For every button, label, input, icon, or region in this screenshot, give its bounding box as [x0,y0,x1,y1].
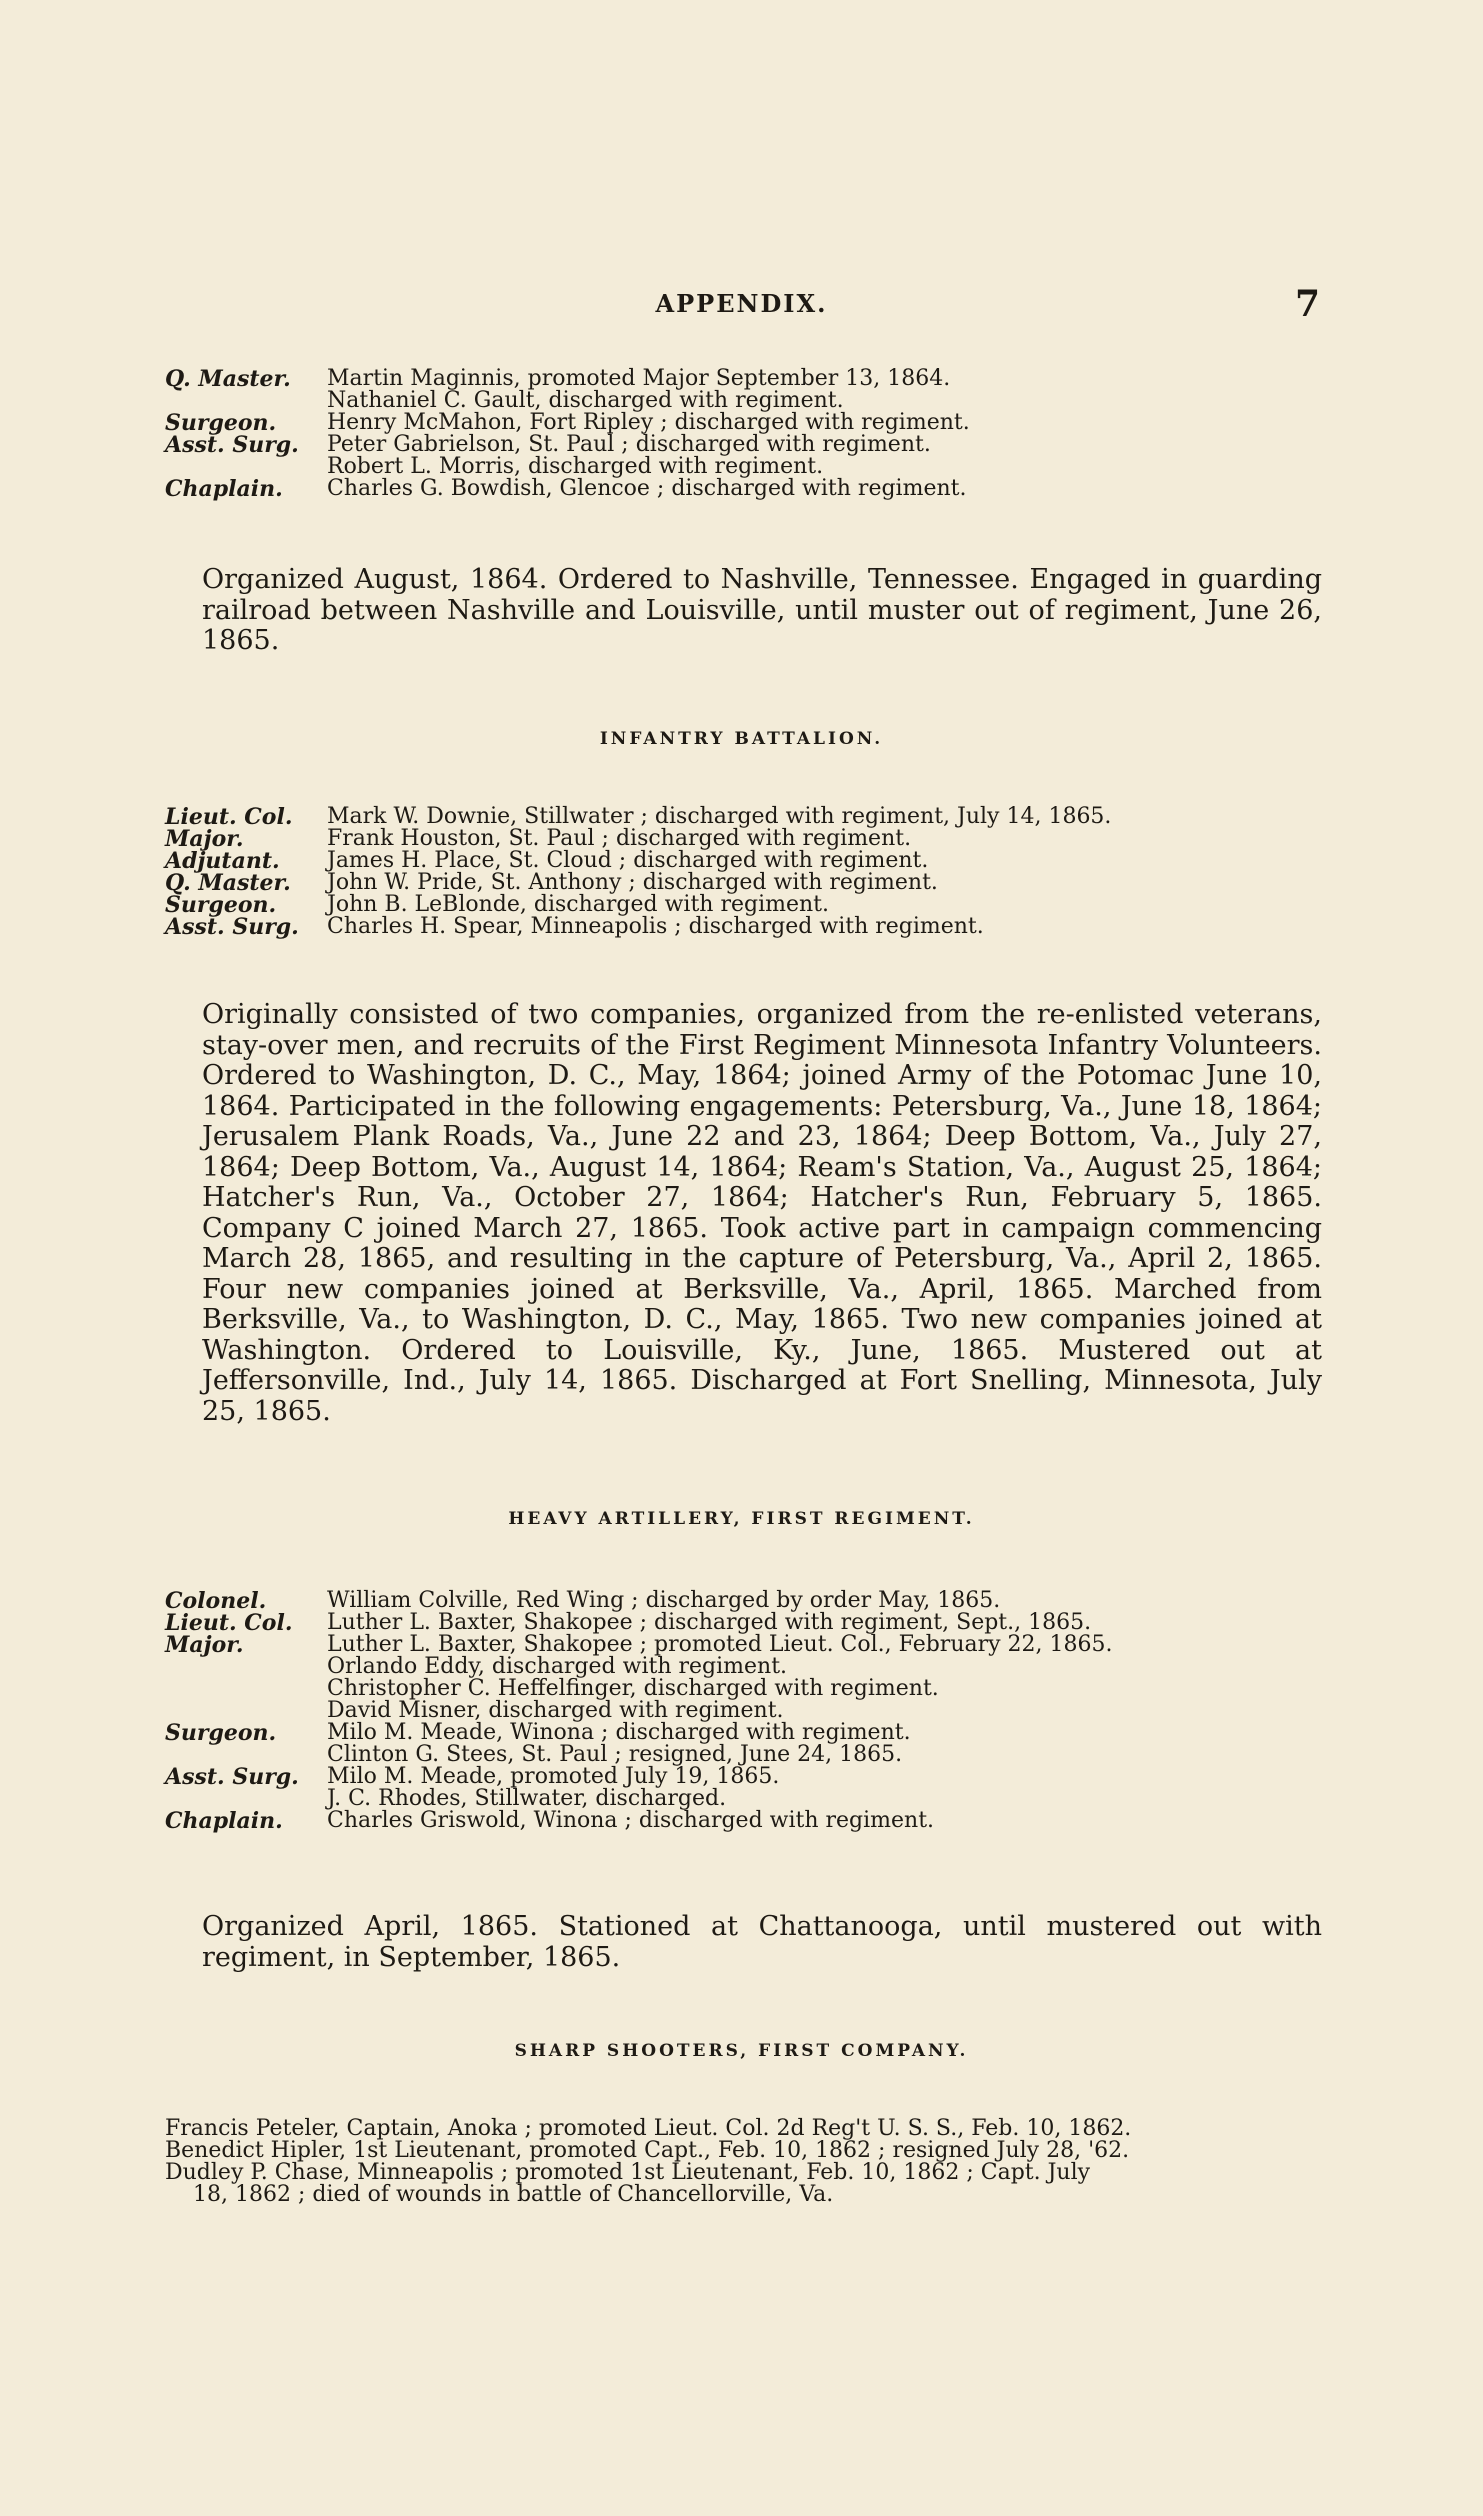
roster-entry: Robert L. Morris, discharged with regiment. [327,454,824,479]
roster-entry: James H. Place, St. Cloud ; discharged with regiment. [327,848,929,873]
roster-row [165,1788,1335,1810]
roster-entry: Nathaniel C. Gault, discharged with regiment. [327,388,844,413]
roster-role: Chaplain. [165,476,283,502]
roster-entry: William Colville, Red Wing ; discharged by order May, 1865. [327,1588,1001,1613]
officer-roster-heavy-artillery [165,1590,1335,1832]
officer-roster-infantry-battalion [165,806,1335,938]
roster-entry: Martin Maginnis, promoted Major September 13, 1864. [327,366,951,391]
roster-entry: Benedict Hipler, 1st Lieutenant, promoted Capt., Feb. 10, 1862 ; resigned July 28, '62. [165,2138,1130,2163]
paragraph-text: Organized April, 1865. Stationed at Chattanooga, until mustered out with regiment, in September, 1865. [202,1911,1322,1973]
section-heading-infantry-battalion: INFANTRY BATTALION. [599,729,884,749]
roster-entry: Frank Houston, St. Paul ; discharged with regiment. [327,826,912,851]
paragraph-text: Organized August, 1864. Ordered to Nashville, Tennessee. Engaged in guarding railroad between Nashville and Louisville, until muster out of regiment, June 26, 1865. [202,564,1322,656]
roster-row [165,390,1335,412]
roster-role [165,456,327,478]
roster-entry: Henry McMahon, Fort Ripley ; discharged with regiment. [327,410,970,435]
roster-entry: Peter Gabrielson, St. Paul ; discharged with regiment. [327,432,931,457]
roster-role: Asst. Surg. [165,914,299,940]
roster-row [165,1590,1335,1612]
roster-role: Surgeon. [165,410,277,436]
roster-role: Chaplain. [165,1808,283,1834]
roster-entry: Luther L. Baxter, Shakopee ; discharged with regiment, Sept., 1865. [327,1610,1092,1635]
roster-row [165,828,1335,850]
roster-role: Adjutant. [165,848,280,874]
roster-entry: John W. Pride, St. Anthony ; discharged with regiment. [327,870,938,895]
roster-row [165,806,1335,828]
artillery-history-paragraph [202,1912,1322,1973]
roster-entry: Charles Griswold, Winona ; discharged with regiment. [327,1808,935,1833]
roster-entry: Mark W. Downie, Stillwater ; discharged with regiment, July 14, 1865. [327,804,1112,829]
roster-entry: Clinton G. Stees, St. Paul ; resigned, June 24, 1865. [327,1742,903,1767]
roster-row [165,1810,1335,1832]
roster-role [165,1656,327,1678]
battalion-history-paragraph [202,1000,1322,1427]
roster-row [165,478,1335,500]
roster-row [165,1722,1335,1744]
roster-row [165,434,1335,456]
roster-row [165,1678,1335,1700]
roster-role: Surgeon. [165,892,277,918]
roster-row [165,368,1335,390]
roster-entry: David Misner, discharged with regiment. [327,1698,784,1723]
roster-entry: Orlando Eddy, discharged with regiment. [327,1654,788,1679]
roster-entry: Francis Peteler, Captain, Anoka ; promoted Lieut. Col. 2d Reg't U. S. S., Feb. 10, 1862. [165,2116,1132,2141]
running-head [0,283,1483,323]
roster-entry: Charles H. Spear, Minneapolis ; discharged with regiment. [327,914,984,939]
roster-role: Colonel. [165,1588,267,1614]
roster-role: Major. [165,826,244,852]
roster-entry: John B. LeBlonde, discharged with regiment. [327,892,830,917]
roster-role: Q. Master. [165,870,291,896]
roster-entry: Milo M. Meade, promoted July 19, 1865. [327,1764,780,1789]
roster-role [165,390,327,412]
roster-row [165,872,1335,894]
roster-role [165,1678,327,1700]
roster-row [165,1766,1335,1788]
roster-row [165,412,1335,434]
roster-role: Lieut. Col. [165,804,293,830]
roster-role: Q. Master. [165,366,291,392]
roster-row [165,456,1335,478]
roster-role: Surgeon. [165,1720,277,1746]
running-head-title: APPENDIX. [655,289,828,318]
page-number: 7 [1294,283,1320,325]
regiment-history-paragraph [202,565,1322,657]
roster-role: Asst. Surg. [165,1764,299,1790]
roster-entry: Christopher C. Heffelfinger, discharged with regiment. [327,1676,939,1701]
roster-entry: Charles G. Bowdish, Glencoe ; discharged with regiment. [327,476,967,501]
roster-row [165,1700,1335,1722]
officer-roster-regiment [165,368,1335,500]
roster-entry: Luther L. Baxter, Shakopee ; promoted Lieut. Col., February 22, 1865. [327,1632,1113,1657]
roster-role: Lieut. Col. [165,1610,293,1636]
section-heading-sharp-shooters: SHARP SHOOTERS, FIRST COMPANY. [514,2041,969,2061]
roster-row [165,916,1335,938]
roster-row [165,1744,1335,1766]
roster-entry: Dudley P. Chase, Minneapolis ; promoted 1st Lieutenant, Feb. 10, 1862 ; Capt. July [165,2160,1091,2185]
roster-entry: Milo M. Meade, Winona ; discharged with regiment. [327,1720,911,1745]
roster-row [165,894,1335,916]
sharp-shooters-roster [165,2118,1335,2206]
section-heading-heavy-artillery: HEAVY ARTILLERY, FIRST REGIMENT. [508,1509,975,1529]
roster-row [165,1656,1335,1678]
roster-entry: J. C. Rhodes, Stillwater, discharged. [327,1786,727,1811]
roster-role [165,1744,327,1766]
paragraph-text: Originally consisted of two companies, organized from the re-enlisted veterans, stay-over men, and recruits of the First Regiment Minnesota Infantry Volunteers. Ordered to Washington, D. C., May, 1864; joined Army of the Potomac June 10, 1864. Participated in the following engagements: Petersburg, Va., June 18, 1864; Jerusalem Plank Roads, Va., June 22 and 23, 1864; Deep Bottom, Va., July 27, 1864; Deep Bottom, Va., August 14, 1864; Ream's Station, Va., August 25, 1864; Hatcher's Run, Va., October 27, 1864; Hatcher's Run, February 5, 1865. Company C joined March 27, 1865. Took active part in campaign commencing March 28, 1865, and resulting in the capture of Petersburg, Va., April 2, 1865. Four new companies joined at Berksville, Va., April, 1865. Marched from Berksville, Va., to Washington, D. C., May, 1865. Two new companies joined at Washington. Ordered to Louisville, Ky., June, 1865. Mustered out at Jeffersonville, Ind., July 14, 1865. Discharged at Fort Snelling, Minnesota, July 25, 1865. [202,999,1322,1427]
roster-role: Asst. Surg. [165,432,299,458]
roster-role [165,1700,327,1722]
roster-role [165,1788,327,1810]
roster-entry-continuation: 18, 1862 ; died of wounds in battle of Chancellorville, Va. [193,2182,834,2207]
roster-row [165,850,1335,872]
roster-row [165,1612,1335,1634]
roster-role: Major. [165,1632,244,1658]
roster-row [165,1634,1335,1656]
